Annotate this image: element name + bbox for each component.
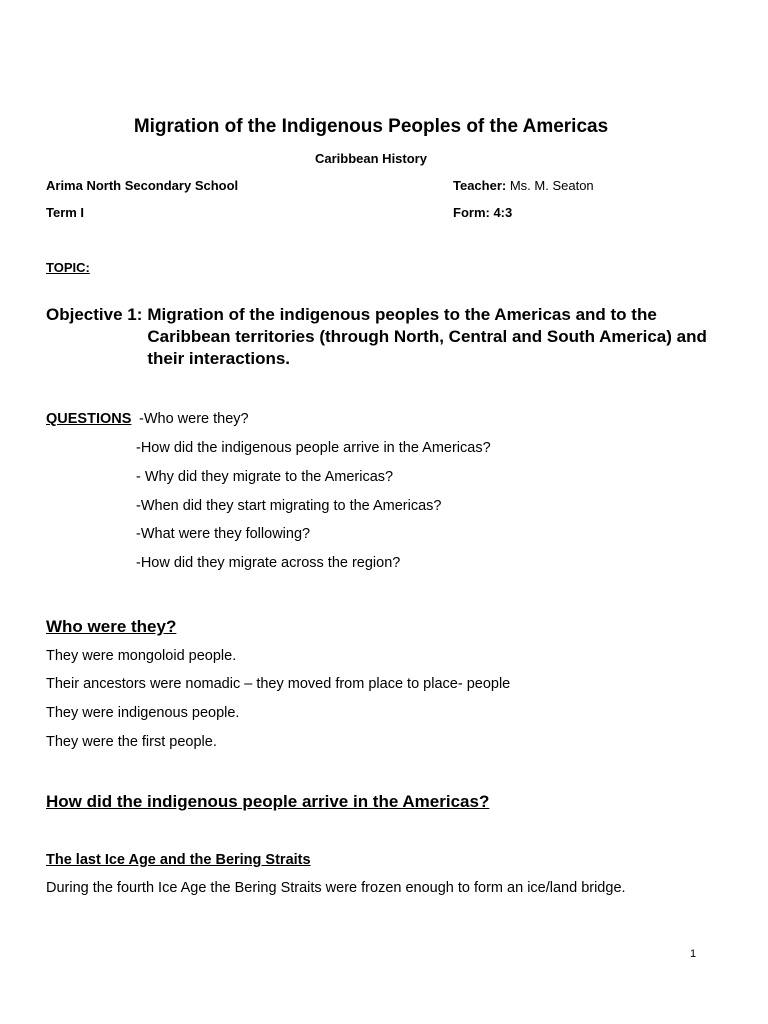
topic-label: TOPIC: — [46, 260, 90, 275]
body-line: Their ancestors were nomadic – they moved from place to place- people — [46, 676, 511, 692]
question-item: -What were they following? — [136, 526, 311, 542]
page-number: 1 — [690, 948, 697, 960]
teacher-info — [453, 178, 594, 193]
body-paragraph: During the fourth Ice Age the Bering Straits were frozen enough to form an ice/land bridge. — [46, 880, 626, 896]
question-item: -Who were they? — [139, 411, 249, 427]
teacher-label: Teacher: — [453, 178, 507, 193]
school-name: Arima North Secondary School — [46, 178, 239, 193]
question-item: -How did they migrate across the region? — [136, 555, 401, 571]
questions-heading: QUESTIONS — [46, 411, 132, 427]
body-line: They were indigenous people. — [46, 705, 240, 721]
section-heading-how: How did the indigenous people arrive in the Americas? — [46, 792, 490, 811]
body-line: They were the first people. — [46, 734, 217, 750]
subheading-ice-age: The last Ice Age and the Bering Straits — [46, 852, 311, 868]
question-item: - Why did they migrate to the Americas? — [136, 469, 394, 485]
question-item: -How did the indigenous people arrive in the Americas? — [136, 440, 491, 456]
objective-block — [46, 304, 707, 370]
body-line: They were mongoloid people. — [46, 648, 237, 664]
teacher-name: Ms. M. Seaton — [506, 178, 594, 193]
document-title: Migration of the Indigenous Peoples of the Americas — [133, 116, 609, 137]
question-item: -When did they start migrating to the Americas? — [136, 498, 442, 514]
objective-label: Objective 1: — [46, 305, 143, 324]
section-heading-who: Who were they? — [46, 617, 177, 636]
form-class: Form: 4:3 — [453, 205, 513, 220]
term: Term I — [46, 205, 85, 220]
document-subtitle: Caribbean History — [315, 151, 427, 166]
objective-text: Migration of the indigenous peoples to the Americas and to the Caribbean territories (through North, Central and South America) and their interactions. — [147, 305, 707, 368]
